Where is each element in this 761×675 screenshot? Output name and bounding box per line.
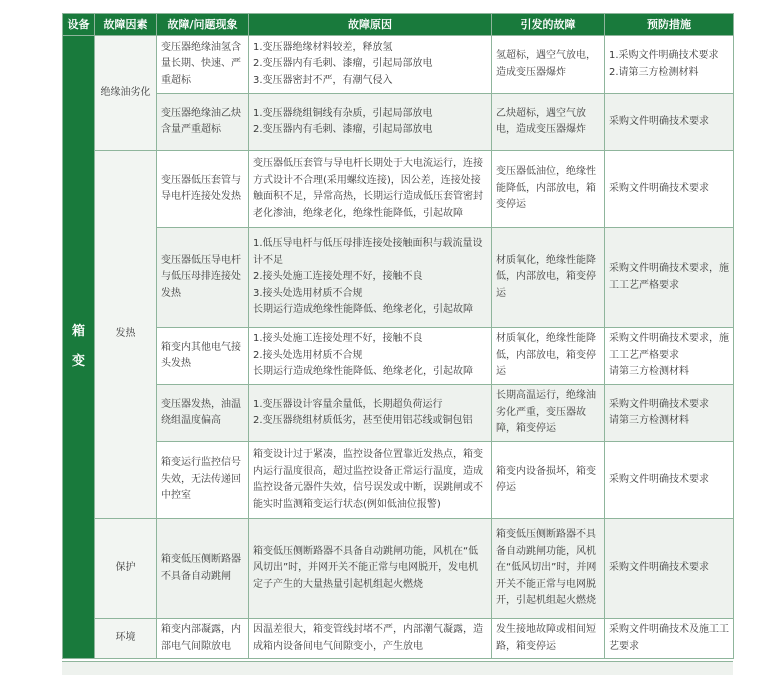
measure-line: 采购文件明确技术要求 (609, 115, 709, 127)
phenomenon-cell: 箱变内其他电气接头发热 (157, 328, 249, 385)
factor-insulation: 绝缘油劣化 (95, 36, 157, 151)
cause-line: 2.变压器内有毛刺、漆瘤，引起局部放电 (253, 124, 433, 135)
header-factor: 故障因素 (95, 14, 157, 36)
measure-line: 采购文件明确技术要求 (609, 562, 709, 574)
device-cell (63, 36, 95, 659)
result-cell: 乙炔超标，遇空气放电，造成变压器爆炸 (492, 94, 605, 151)
result-cell: 材质氧化，绝缘性能降低，内部放电，箱变停运 (492, 328, 605, 385)
measure-cell (605, 94, 734, 151)
table-row (63, 519, 734, 619)
result-cell: 氢超标，遇空气放电，造成变压器爆炸 (492, 36, 605, 94)
phenomenon-cell: 变压器低压导电杆与低压母排连接处发热 (157, 228, 249, 328)
measure-line: 采购文件明确技术要求 (609, 473, 709, 485)
table-row (63, 151, 734, 228)
table-row (63, 328, 734, 385)
result-cell: 箱变内设备损坏，箱变停运 (492, 442, 605, 519)
table-header-row (63, 14, 734, 36)
cause-cell (249, 94, 492, 151)
factor-heating: 发热 (95, 151, 157, 519)
result-cell: 发生接地故障或相间短路，箱变停运 (492, 619, 605, 659)
phenomenon-cell: 箱变运行监控信号失效，无法传递回中控室 (157, 442, 249, 519)
cause-line: 因温差很大，箱变管线封堵不严，内部潮气凝露，造成箱内设备间电气间隙变小，产生放电 (253, 624, 483, 652)
cause-line: 长期运行造成绝缘性能降低、绝缘老化，引起故障 (253, 304, 473, 316)
measure-line: 采购文件明确技术要求，施工工艺严格要求 (609, 333, 729, 361)
measure-cell (605, 442, 734, 519)
measure-cell (605, 151, 734, 228)
cause-line: 1.变压器绝缘材料较差，释放氢 (253, 41, 393, 53)
measure-line: 1.采购文件明确技术要求 (609, 50, 719, 61)
table-row (63, 385, 734, 442)
measure-line: 2.请第三方检测材料 (609, 66, 699, 78)
measure-line: 请第三方检测材料 (609, 415, 689, 426)
phenomenon-cell: 变压器绝缘油乙炔含量严重超标 (157, 94, 249, 151)
result-cell: 箱变低压侧断路器不具备自动跳闸功能，风机在“低风切出”时，并网开关不能正常与电网脱开，引起机组起火燃烧 (492, 519, 605, 619)
header-cause: 故障原因 (249, 14, 492, 36)
phenomenon-cell: 箱变内部凝露，内部电气间隙放电 (157, 619, 249, 659)
fault-analysis-table (62, 13, 734, 659)
phenomenon-cell: 变压器绝缘油氢含量长期、快速、严重超标 (157, 36, 249, 94)
cause-line: 箱变低压侧断路器不具备自动跳闸功能，风机在“低风切出”时，并网开关不能正常与电网脱开，发电机定子产生的大量热量引起机组起火燃烧 (253, 545, 479, 590)
cause-cell (249, 385, 492, 442)
header-measure: 预防措施 (605, 14, 734, 36)
cause-line: 2.变压器内有毛刺、漆瘤，引起局部放电 (253, 58, 433, 70)
cause-line: 1.低压导电杆与低压母排连接处接触面积与载流量设计不足 (253, 238, 483, 266)
result-cell: 长期高温运行，绝缘油劣化严重，变压器故障，箱变停运 (492, 385, 605, 442)
measure-cell (605, 328, 734, 385)
cause-line: 2.接头处选用材质不合规 (253, 349, 363, 361)
cause-cell (249, 442, 492, 519)
cause-cell (249, 151, 492, 228)
cause-line: 箱变设计过于紧凑，监控设备位置靠近发热点，箱变内运行温度很高，超过监控设备正常运行温度，造成监控设备元器件失效，信号误发或中断，误跳闸或不能实时监测箱变运行状态(例如低油位报警) (253, 449, 483, 510)
phenomenon-cell: 变压器低压套管与导电杆连接处发热 (157, 151, 249, 228)
cause-cell (249, 619, 492, 659)
measure-line: 请第三方检测材料 (609, 366, 689, 378)
cause-cell (249, 36, 492, 94)
measure-cell (605, 228, 734, 328)
phenomenon-cell: 箱变低压侧断路器不具备自动跳闸 (157, 519, 249, 619)
cause-line: 1.变压器设计容量余量低，长期超负荷运行 (253, 398, 443, 410)
cause-cell (249, 228, 492, 328)
measure-line: 采购文件明确技术要求 (609, 398, 709, 410)
cause-cell (249, 328, 492, 385)
cause-line: 2.变压器绕组材质低劣，甚至使用铝芯线或铜包铝 (253, 415, 473, 426)
table-row (63, 36, 734, 94)
header-result: 引发的故障 (492, 14, 605, 36)
table-row (63, 619, 734, 659)
cause-line: 3.接头处选用材质不合规 (253, 287, 363, 299)
measure-line: 采购文件明确技术要求，施工工艺严格要求 (609, 263, 729, 291)
table-footer-band (62, 661, 733, 675)
device-name-line2: 变 (71, 354, 85, 369)
cause-cell (249, 519, 492, 619)
header-device: 设备 (63, 14, 95, 36)
cause-line: 3.变压器密封不严，有潮气侵入 (253, 74, 393, 86)
result-cell: 变压器低油位，绝缘性能降低，内部放电，箱变停运 (492, 151, 605, 228)
measure-cell (605, 519, 734, 619)
measure-cell (605, 385, 734, 442)
table-row (63, 228, 734, 328)
measure-cell (605, 619, 734, 659)
cause-line: 2.接头处施工连接处理不好，接触不良 (253, 271, 423, 283)
table-row (63, 94, 734, 151)
cause-line: 变压器低压套管与导电杆长期处于大电流运行，连接方式设计不合理(采用螺纹连接)，因公差，连接处接触面积不足，异常高热，长期运行造成低压套管密封老化渗油，绝缘老化，绝缘性能降低，引起故障 (253, 158, 483, 219)
table-row (63, 442, 734, 519)
measure-line: 采购文件明确技术要求 (609, 182, 709, 194)
measure-cell (605, 36, 734, 94)
factor-protection: 保护 (95, 519, 157, 619)
result-cell: 材质氧化，绝缘性能降低，内部放电，箱变停运 (492, 228, 605, 328)
measure-line: 采购文件明确技术及施工工艺要求 (609, 624, 729, 652)
cause-line: 长期运行造成绝缘性能降低、绝缘老化，引起故障 (253, 366, 473, 378)
factor-environment: 环境 (95, 619, 157, 659)
cause-line: 1.变压器绕组铜线有杂质，引起局部放电 (253, 107, 433, 119)
phenomenon-cell: 变压器发热，油温绕组温度偏高 (157, 385, 249, 442)
header-phenomenon: 故障/问题现象 (157, 14, 249, 36)
cause-line: 1.接头处施工连接处理不好，接触不良 (253, 333, 423, 345)
device-name-line1: 箱 (71, 324, 85, 339)
